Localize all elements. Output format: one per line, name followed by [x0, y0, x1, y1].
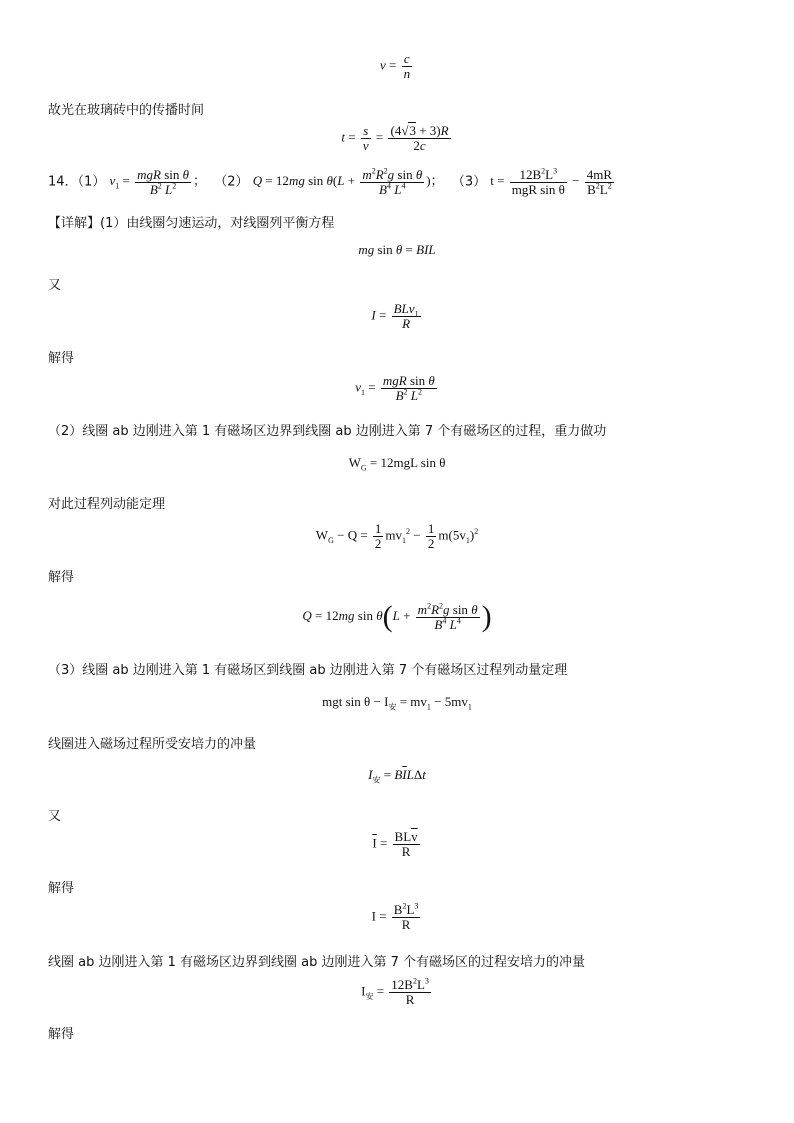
equation-impulse: $I_安 = B\overline{I}L\Delta t$ — [368, 767, 426, 785]
text-line: 又 — [48, 278, 62, 293]
equation-momentum: mgt $\sin \theta - I_安 = mv_1 - 5mv_1$ — [322, 694, 472, 712]
text-line: 【详解】(1）由线圈匀速运动，对线圈列平衡方程 — [48, 216, 335, 231]
text-line: 解得 — [48, 351, 75, 366]
text-line: 线圈进入磁场过程所受安培力的冲量 — [48, 737, 257, 752]
equation-balance: mg sin θ = BIL — [358, 242, 436, 257]
equation-total-impulse: $I_安$ = $\frac{12B^2L^3}{R}$ — [361, 976, 429, 1007]
answer-line: 14．（1） $v_1$ = $\frac{\text{mgR sin θ}}{B^2 L^2}$ ； （2） Q = 12mg sin θ(L + $\frac{m^2R^2g \sin \theta}{B^4 L^4}$ )； （3） t = $\frac{12B^2L^3}{\text{mgR sin θ}}$ − $\frac{4mR}{B^2L^2}$ — [48, 166, 613, 197]
part-label: （2） — [214, 174, 249, 190]
text-line: 解得 — [48, 570, 75, 585]
text-line: 解得 — [48, 881, 75, 896]
equation-avg-current: $\overline{I}$ = $\frac{BL\overline{v}}{R}$ — [372, 829, 418, 859]
text-line: 线圈 ab 边刚进入第 1 有磁场区边界到线圈 ab 边刚进入第 7 个有磁场区的过程安培力的冲量 — [48, 955, 586, 970]
text-line: （3）线圈 ab 边刚进入第 1 有磁场区到线圈 ab 边刚进入第 7 个有磁场区过程列动量定理 — [48, 663, 568, 678]
equation-charge: I = $\frac{B^2L^3}{R}$ — [371, 901, 419, 932]
question-number: 14．（1） — [48, 174, 106, 190]
equation-work-gravity: $W_G = 12mgL$ sin θ — [348, 455, 446, 473]
equation-current: I = $\frac{BLv_1}{R}$ — [371, 301, 419, 331]
text-line: 解得 — [48, 1027, 75, 1042]
text-line: 对此过程列动能定理 — [48, 497, 166, 512]
equation-energy: $W_G - Q$ = $\frac{1}{2}$ $mv_1^2$ − $\frac{1}{2}$ $m(5v_1)^2$ — [315, 521, 479, 551]
equation-heat: Q = 12mg sin θ(L + $\frac{m^2R^2g \sin \theta}{B^4 L^4}$ ) — [302, 600, 492, 633]
equation-time: t = $\frac{s}{v}$ = $\frac{(4√3 + 3)R}{2c}$ — [341, 123, 449, 153]
part-label: （3） — [451, 174, 487, 190]
equation-speed: v = $\frac{c}{n}$ — [379, 51, 411, 81]
text-line: 故光在玻璃砖中的传播时间 — [48, 103, 205, 118]
equation-v1: $v_1$ = $\frac{\text{mgR sin θ}}{B^2 L^2}$ — [355, 373, 435, 403]
text-line: 又 — [48, 809, 62, 824]
text-line: （2）线圈 ab 边刚进入第 1 有磁场区边界到线圈 ab 边刚进入第 7 个有磁场区的过程，重力做功 — [48, 424, 607, 439]
